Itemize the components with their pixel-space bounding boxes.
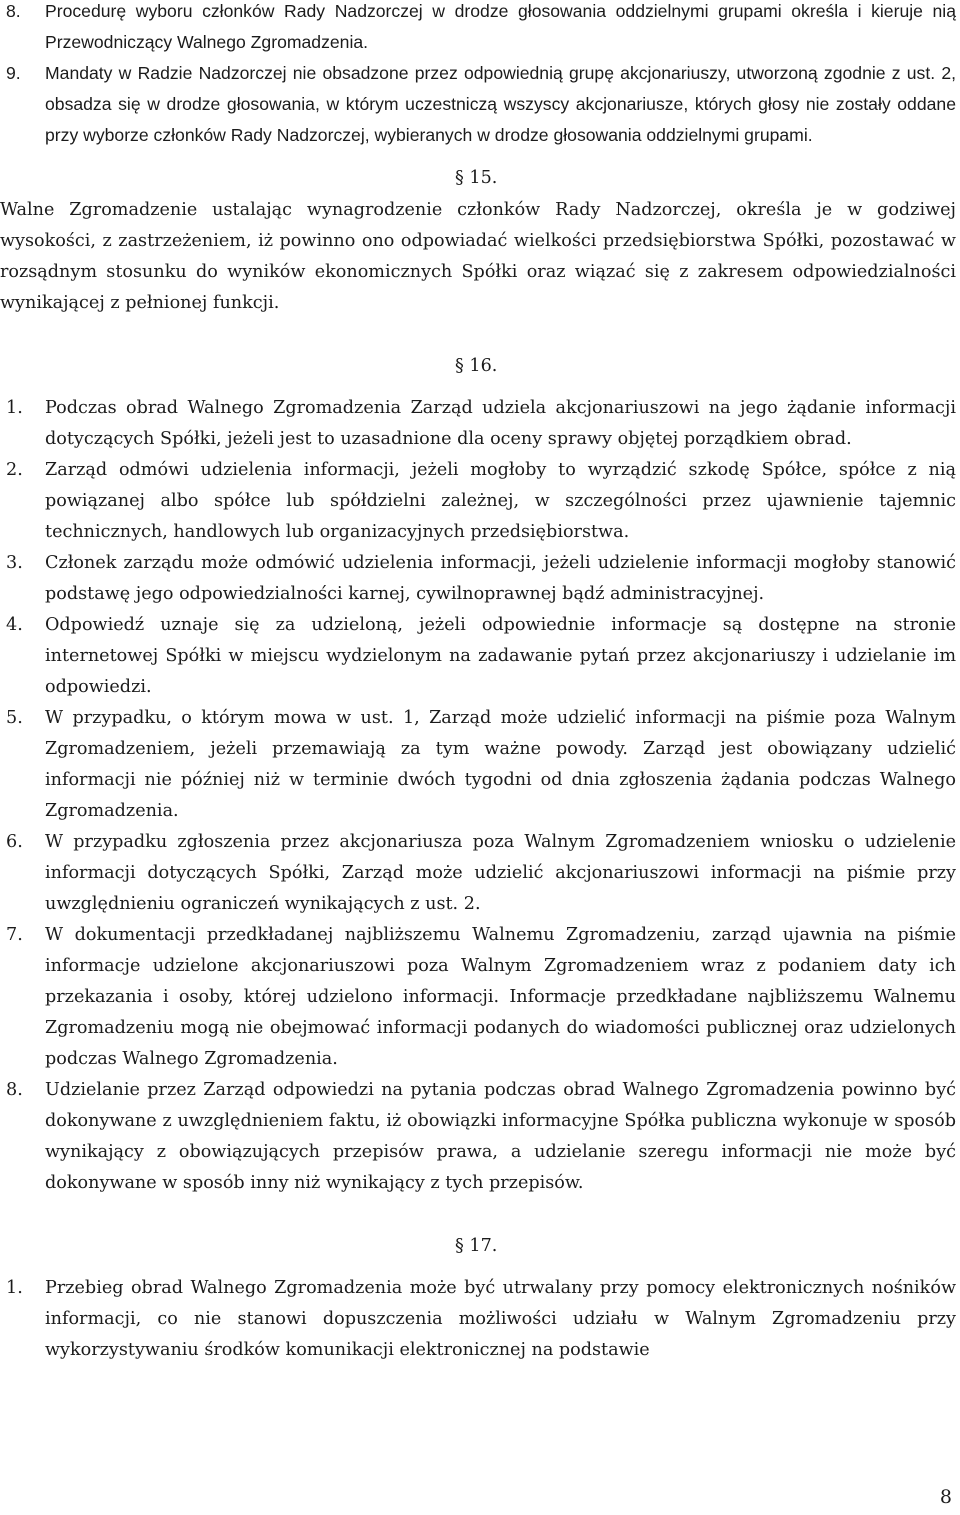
list-item (0, 393, 956, 455)
list-item (0, 703, 956, 827)
list-item-text: Przebieg obrad Walnego Zgromadzenia może być utrwalany przy pomocy elektronicznych nośników informacji, co nie stanowi dopuszczenia możliwości udziału w Walnym Zgromadzeniu przy wykorzystywaniu środków komunikacji elektronicznej na podstawie (45, 1278, 956, 1360)
list-item-number: 6. (6, 832, 23, 852)
section-15-paragraph: Walne Zgromadzenie ustalając wynagrodzenie członków Rady Nadzorczej, określa je w godziwej wysokości, z zastrzeżeniem, iż powinno ono odpowiadać wielkości przedsiębiorstwa Spółki, pozostawać w rozsądnym stosunku do wyników ekonomicznych Spółki oraz wiązać się z zakresem odpowiedzialności wynikającej z pełnionej funkcji. (0, 200, 956, 313)
list-item-text: Zarząd odmówi udzielenia informacji, jeżeli mogłoby to wyrządzić szkodę Spółce, spółce z nią powiązanej albo spółce lub spółdzielni zależnej, w szczególności przez ujawnienie tajemnic technicznych, handlowych lub organizacyjnych przedsiębiorstwa. (45, 460, 956, 542)
list-item-number: 9. (6, 63, 21, 83)
list-item (0, 827, 956, 920)
list-item-number: 1. (6, 1278, 23, 1298)
list-item-text: Mandaty w Radzie Nadzorczej nie obsadzone przez odpowiednią grupę akcjonariuszy, utworzoną zgodnie z ust. 2, obsadza się w drodze głosowania, w którym uczestniczą wszyscy akcjonariusze, których głosy nie zostały oddane przy wyborze członków Rady Nadzorczej, wybieranych w drodze głosowania oddzielnymi grupami. (45, 63, 956, 145)
list-item-number: 7. (6, 925, 23, 945)
list-item (0, 455, 956, 548)
section-heading-15: § 15. (455, 168, 498, 188)
list-item (0, 610, 956, 703)
page-number: 8 (939, 1486, 952, 1508)
list-item-text: Członek zarządu może odmówić udzielenia informacji, jeżeli udzielenie informacji mogłoby stanowić podstawę jego odpowiedzialności karnej, cywilnoprawnej bądź administracyjnej. (45, 553, 956, 604)
list-item-number: 2. (6, 460, 23, 480)
list-item-number: 8. (6, 1080, 23, 1100)
list-item-number: 1. (6, 398, 23, 418)
section-heading-17: § 17. (455, 1236, 498, 1256)
list-item (0, 58, 956, 151)
list-item-text: W przypadku zgłoszenia przez akcjonariusza poza Walnym Zgromadzeniem wniosku o udzielenie informacji dotyczących Spółki, Zarząd może udzielić akcjonariuszowi informacji na piśmie przy uwzględnieniu ograniczeń wynikających z ust. 2. (45, 832, 956, 914)
section-heading-16: § 16. (455, 356, 498, 376)
list-item (0, 1075, 956, 1199)
list-item-text: W przypadku, o którym mowa w ust. 1, Zarząd może udzielić informacji na piśmie poza Walnym Zgromadzeniem, jeżeli przemawiają za tym ważne powody. Zarząd jest obowiązany udzielić informacji nie później niż w terminie dwóch tygodni od dnia zgłoszenia żądania podczas Walnego Zgromadzenia. (45, 708, 956, 821)
list-item-number: 8. (6, 1, 21, 21)
list-item-text: Podczas obrad Walnego Zgromadzenia Zarząd udziela akcjonariuszowi na jego żądanie informacji dotyczących Spółki, jeżeli jest to uzasadnione dla oceny sprawy objętej porządkiem obrad. (45, 398, 956, 449)
list-item-number: 3. (6, 553, 23, 573)
list-item (0, 0, 956, 58)
list-item (0, 1273, 956, 1366)
list-item-number: 5. (6, 708, 23, 728)
list-item (0, 920, 956, 1075)
list-item-text: Udzielanie przez Zarząd odpowiedzi na pytania podczas obrad Walnego Zgromadzenia powinno być dokonywane z uwzględnieniem faktu, iż obowiązki informacyjne Spółka publiczna wykonuje w sposób wynikający z obowiązujących przepisów prawa, a udzielanie szeregu informacji nie może być dokonywane w sposób inny niż wynikający z tych przepisów. (45, 1080, 956, 1193)
list-item-number: 4. (6, 615, 23, 635)
list-item-text: Odpowiedź uznaje się za udzieloną, jeżeli odpowiednie informacje są dostępne na stronie internetowej Spółki w miejscu wydzielonym na zadawanie pytań przez akcjonariuszy i udzielanie im odpowiedzi. (45, 615, 956, 697)
list-item-text: Procedurę wyboru członków Rady Nadzorczej w drodze głosowania oddzielnymi grupami określa i kieruje nią Przewodniczący Walnego Zgromadzenia. (45, 1, 956, 52)
list-item-text: W dokumentacji przedkładanej najbliższemu Walnemu Zgromadzeniu, zarząd ujawnia na piśmie informacje udzielone akcjonariuszowi poza Walnym Zgromadzeniem wraz z podaniem daty ich przekazania i osoby, której udzielono informacji. Informacje przedkładane najbliższemu Walnemu Zgromadzeniu mogą nie obejmować informacji podanych do wiadomości publicznej oraz udzielonych podczas Walnego Zgromadzenia. (45, 925, 956, 1069)
list-item (0, 548, 956, 610)
